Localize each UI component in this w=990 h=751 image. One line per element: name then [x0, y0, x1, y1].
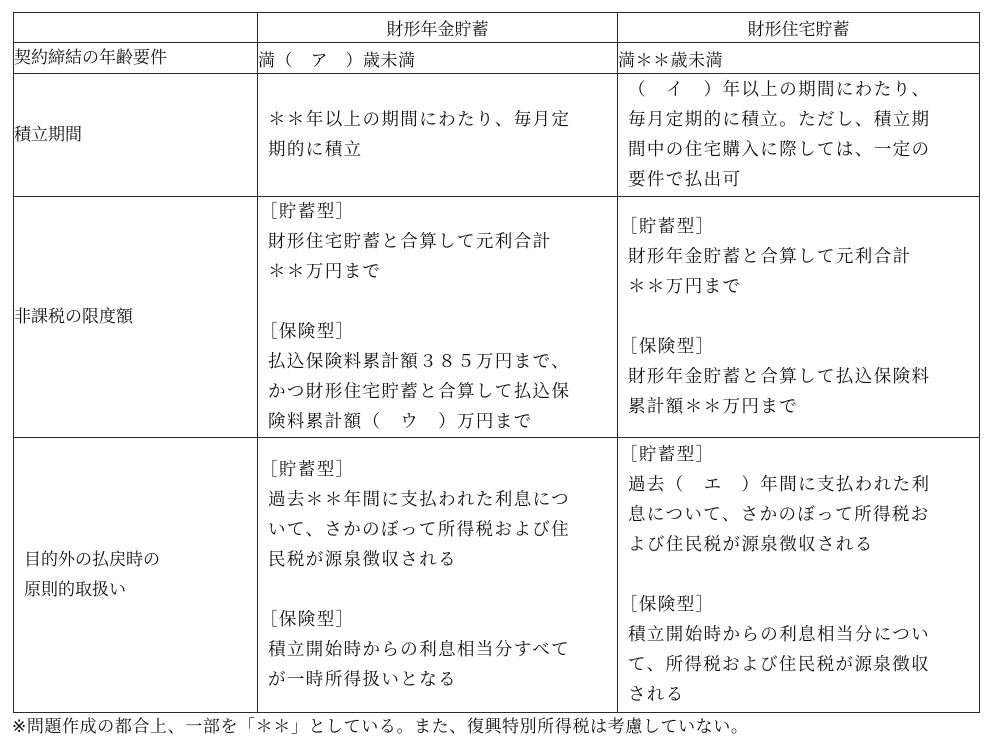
cell-period-housing [618, 74, 980, 197]
withdraw-pension-insurance-title: ［保険型］ [260, 610, 355, 630]
row-non-purpose-withdrawal [14, 438, 980, 713]
withdraw-pension-savings-title: ［貯蓄型］ [260, 460, 355, 480]
cell-limit-pension [258, 197, 618, 438]
cell-period-pension [258, 74, 618, 197]
withdraw-pension-savings-text: 過去＊＊年間に支払われた利息につ いて、さかのぼって所得税および住 民税が源泉徴収される [268, 490, 571, 570]
withdraw-housing-savings-title: ［貯蓄型］ [620, 445, 715, 465]
cell-label-withdraw [14, 438, 258, 713]
cell-withdraw-housing [618, 438, 980, 713]
period-housing-text: （ イ ）年以上の期間にわたり、 毎月定期的に積立。ただし、積立期 間中の住宅購入に際しては、一定の 要件で払出可 [628, 80, 931, 190]
cell-limit-housing [618, 197, 980, 438]
row-label-withdraw-line2: 原則的取扱い [24, 580, 126, 600]
limit-housing-insurance-title: ［保険型］ [620, 337, 715, 357]
limit-pension-savings-text: 財形住宅貯蓄と合算して元利合計 ＊＊万円まで [268, 232, 552, 282]
header-pension-savings: 財形年金貯蓄 [258, 13, 618, 43]
row-label-age: 契約締結の年齢要件 [14, 43, 258, 74]
withdraw-housing-insurance-text: 積立開始時からの利息相当分につい て、所得税および住民税が源泉徴収 される [628, 625, 931, 705]
withdraw-housing-savings-text: 過去（ エ ）年間に支払われた利 息について、さかのぼって所得税お よび住民税が源泉徴収される [628, 475, 931, 555]
limit-housing-insurance-text: 財形年金貯蓄と合算して払込保険料 累計額＊＊万円まで [628, 367, 931, 417]
period-pension-text: ＊＊年以上の期間にわたり、毎月定 期的に積立 [268, 110, 571, 160]
limit-pension-insurance-text: 払込保険料累計額３８５万円まで、 かつ財形住宅貯蓄と合算して払込保 険料累計額（ ウ ）万円まで [268, 352, 571, 432]
row-label-withdraw-line1: 目的外の払戻時の [24, 550, 160, 570]
header-empty-cell [14, 13, 258, 43]
footnote: ※問題作成の都合上、一部を「＊＊」としている。また、復興特別所得税は考慮していない。 [12, 717, 749, 737]
cell-age-housing: 満＊＊歳未満 [618, 43, 980, 74]
limit-pension-savings-title: ［貯蓄型］ [260, 202, 355, 222]
comparison-table [13, 12, 980, 713]
limit-housing-savings-title: ［貯蓄型］ [620, 217, 715, 237]
header-row [14, 13, 980, 43]
row-age-requirement [14, 43, 980, 74]
limit-housing-savings-text: 財形年金貯蓄と合算して元利合計 ＊＊万円まで [628, 247, 912, 297]
withdraw-housing-insurance-title: ［保険型］ [620, 595, 715, 615]
row-tax-exempt-limit [14, 197, 980, 438]
withdraw-pension-insurance-text: 積立開始時からの利息相当分すべて が一時所得扱いとなる [268, 640, 571, 690]
limit-pension-insurance-title: ［保険型］ [260, 322, 355, 342]
cell-age-pension: 満（ ア ）歳未満 [258, 43, 618, 74]
cell-withdraw-pension [258, 438, 618, 713]
header-housing-savings: 財形住宅貯蓄 [618, 13, 980, 43]
row-label-period: 積立期間 [14, 74, 258, 197]
row-accumulation-period [14, 74, 980, 197]
row-label-limit: 非課税の限度額 [14, 197, 258, 438]
